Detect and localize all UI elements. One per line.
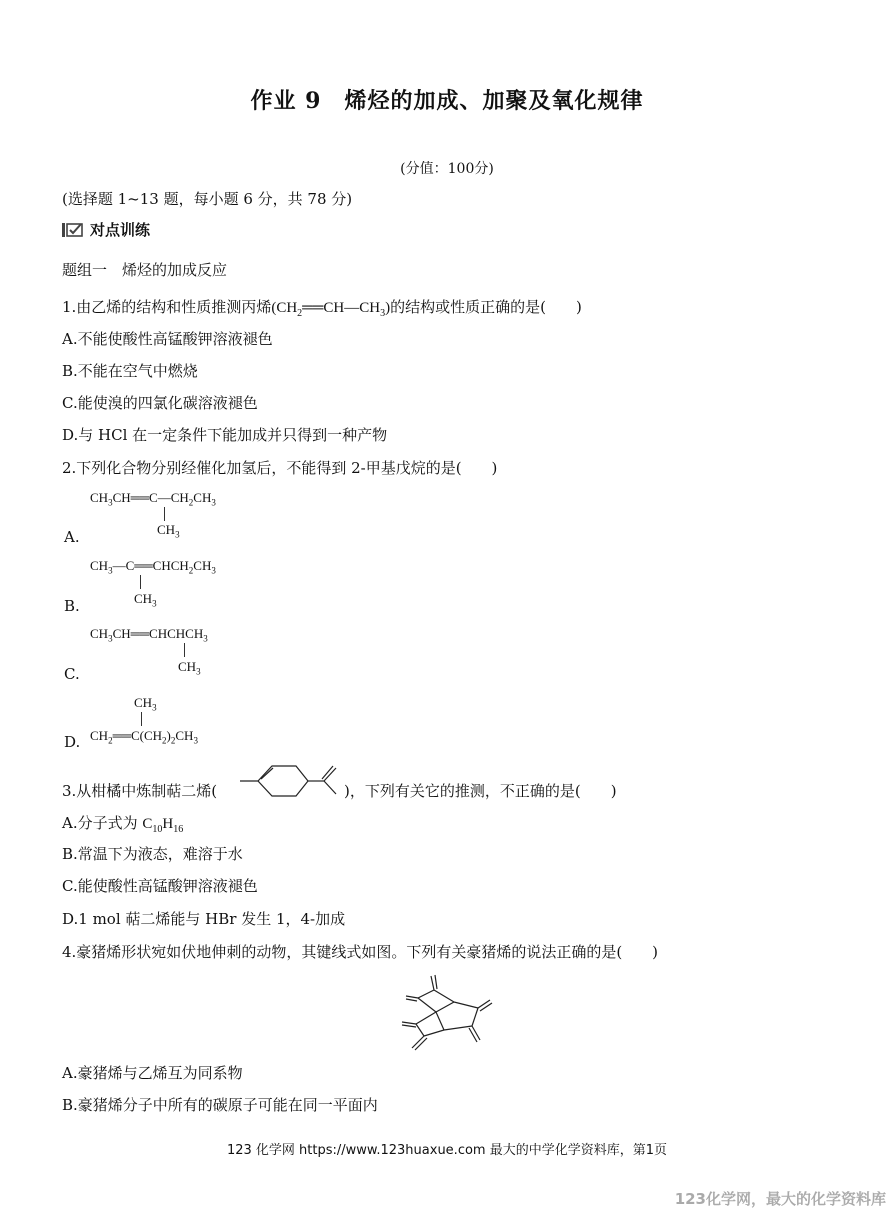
score-line: (分值：100分) xyxy=(400,161,494,177)
q3-option-c: C.能使酸性高锰酸钾溶液褪色 xyxy=(62,877,258,895)
q1-option-d: D.与 HCl 在一定条件下能加成并只得到一种产物 xyxy=(62,426,388,444)
q2-option-c-label: C. xyxy=(64,665,80,683)
watermark: 123化学网，最大的化学资料库 xyxy=(674,1190,886,1208)
q2-b-main-chain: $CH_3—C══CHCH_2CH_3$ xyxy=(90,558,216,576)
q2-option-a-label: A. xyxy=(64,528,80,546)
instruction: (选择题 1~13 题，每小题 6 分，共 78 分) xyxy=(62,190,353,208)
q2-d-bond xyxy=(141,712,142,726)
molecular-formula: $C_{10}H_{16}$ xyxy=(142,816,184,835)
question-3-stem-end: )，下列有关它的推测，不正确的是( ) xyxy=(344,782,617,800)
q1-option-b: B.不能在空气中燃烧 xyxy=(62,362,198,380)
porcupine-ene-structure-diagram xyxy=(394,970,504,1054)
question-3-stem-start: 3.从柑橘中炼制萜二烯( xyxy=(62,782,218,800)
q1-option-a: A.不能使酸性高锰酸钾溶液褪色 xyxy=(62,330,273,348)
section-label: 对点训练 xyxy=(90,221,151,239)
q1-option-c: C.能使溴的四氯化碳溶液褪色 xyxy=(62,394,258,412)
checkbox-section-icon xyxy=(62,223,84,237)
q2-c-branch: $CH_3$ xyxy=(178,659,201,677)
q2-d-main-chain: $CH_2══C(CH_2)_2CH_3$ xyxy=(90,728,198,746)
q2-b-branch: $CH_3$ xyxy=(134,591,157,609)
propene-formula: $(CH_2══CH—CH_3)$ xyxy=(271,300,391,319)
q2-d-branch: $CH_3$ xyxy=(134,695,157,713)
q2-a-branch: $CH_3$ xyxy=(157,522,180,540)
page-footer: 123 化学网 https://www.123huaxue.com 最大的中学化学资料库，第1页 xyxy=(226,1143,667,1158)
group-heading: 题组一 烯烃的加成反应 xyxy=(62,261,228,279)
q2-a-main-chain: $CH_3CH══C—CH_2CH_3$ xyxy=(90,490,216,508)
terpinene-structure-diagram xyxy=(236,760,342,802)
q4-option-b: B.豪猪烯分子中所有的碳原子可能在同一平面内 xyxy=(62,1096,378,1114)
q3-option-a: A.分子式为 $C_{10}H_{16}$ xyxy=(62,814,184,835)
q2-a-bond xyxy=(164,507,165,521)
section-heading xyxy=(62,219,150,240)
q2-c-main-chain: $CH_3CH══CHCHCH_3$ xyxy=(90,626,208,644)
q2-option-b-label: B. xyxy=(64,597,80,615)
question-2-stem: 2.下列化合物分别经催化加氢后，不能得到 2-甲基戊烷的是( ) xyxy=(62,459,498,477)
q2-b-bond xyxy=(140,575,141,589)
q3-option-b: B.常温下为液态，难溶于水 xyxy=(62,845,243,863)
page-title: 作业 9 烯烃的加成、加聚及氧化规律 xyxy=(250,88,644,114)
q4-option-a: A.豪猪烯与乙烯互为同系物 xyxy=(62,1064,243,1082)
question-4-stem: 4.豪猪烯形状宛如伏地伸刺的动物，其键线式如图。下列有关豪猪烯的说法正确的是( ) xyxy=(62,943,659,961)
q3-option-d: D.1 mol 萜二烯能与 HBr 发生 1，4-加成 xyxy=(62,910,346,928)
q2-c-bond xyxy=(184,643,185,657)
q2-option-d-label: D. xyxy=(64,733,81,751)
question-1-stem: 1.由乙烯的结构和性质推测丙烯$(CH_2══CH—CH_3)$的结构或性质正确的是( ) xyxy=(62,298,582,319)
